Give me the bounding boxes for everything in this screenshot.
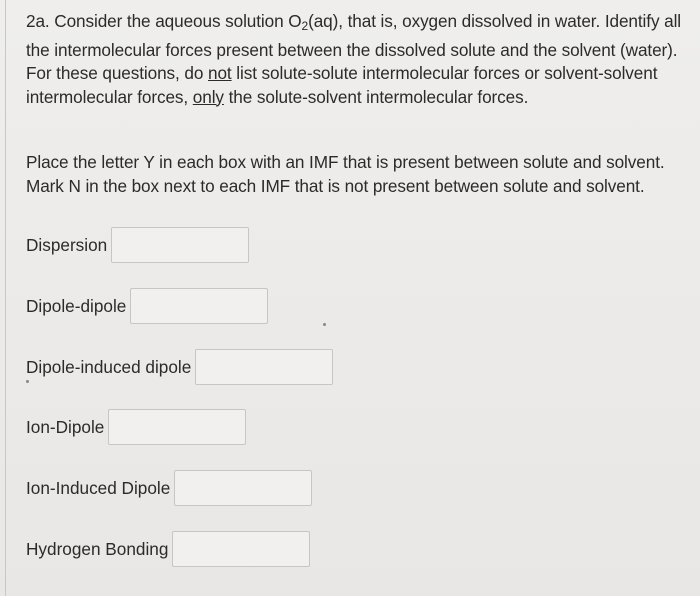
question-line-4-end: the solute-solvent intermolecular forces. xyxy=(223,86,529,107)
instructions-text xyxy=(26,151,696,198)
question-line-2: the intermolecular forces present between the dissolved solute and the solvent (water). xyxy=(26,39,678,60)
question-line-4-start: intermolecular forces, xyxy=(26,86,193,107)
imf-label: Dipole-induced dipole xyxy=(26,357,192,377)
emphasis-only: only xyxy=(192,86,224,107)
question-text xyxy=(26,10,696,109)
question-line-3-start: For these questions, do xyxy=(26,63,208,83)
imf-row-hydrogen-bonding xyxy=(26,530,310,568)
answer-box-dispersion[interactable] xyxy=(111,227,249,263)
oxygen-subscript: 2 xyxy=(301,19,309,33)
imf-row-dispersion xyxy=(26,226,249,264)
question-line-3 xyxy=(26,62,696,86)
imf-label: Dispersion xyxy=(26,235,108,255)
imf-row-ion-dipole xyxy=(26,408,246,446)
imf-label: Dipole-dipole xyxy=(26,296,127,316)
instructions-line-1: Place the letter Y in each box with an IMF that is present between solute and solvent. xyxy=(26,152,665,172)
imf-label: Ion-Induced Dipole xyxy=(26,478,171,498)
question-line-1 xyxy=(26,10,696,39)
question-line-1-end: (aq), that is, oxygen dissolved in water. Identify all xyxy=(308,11,682,31)
answer-box-ion-induced-dipole[interactable] xyxy=(174,470,312,506)
imf-label: Hydrogen Bonding xyxy=(26,539,169,559)
instructions-line-2: Mark N in the box next to each IMF that is not present between solute and solvent. xyxy=(26,175,645,196)
answer-box-hydrogen-bonding[interactable] xyxy=(172,531,310,567)
speck xyxy=(26,380,29,383)
question-line-4 xyxy=(26,86,696,110)
page-border xyxy=(5,0,6,596)
imf-row-dipole-induced-dipole xyxy=(26,348,333,386)
imf-label: Ion-Dipole xyxy=(26,417,105,437)
imf-row-dipole-dipole xyxy=(26,287,268,325)
answer-box-dipole-induced-dipole[interactable] xyxy=(195,349,333,385)
question-line-3-end: list solute-solute intermolecular forces or solvent-solvent xyxy=(231,63,658,83)
speck xyxy=(323,323,326,326)
emphasis-not: not xyxy=(208,63,232,83)
imf-row-ion-induced-dipole xyxy=(26,469,312,507)
answer-box-dipole-dipole[interactable] xyxy=(130,288,268,324)
question-line-1-start: 2a. Consider the aqueous solution O xyxy=(26,11,302,31)
answer-box-ion-dipole[interactable] xyxy=(108,409,246,445)
